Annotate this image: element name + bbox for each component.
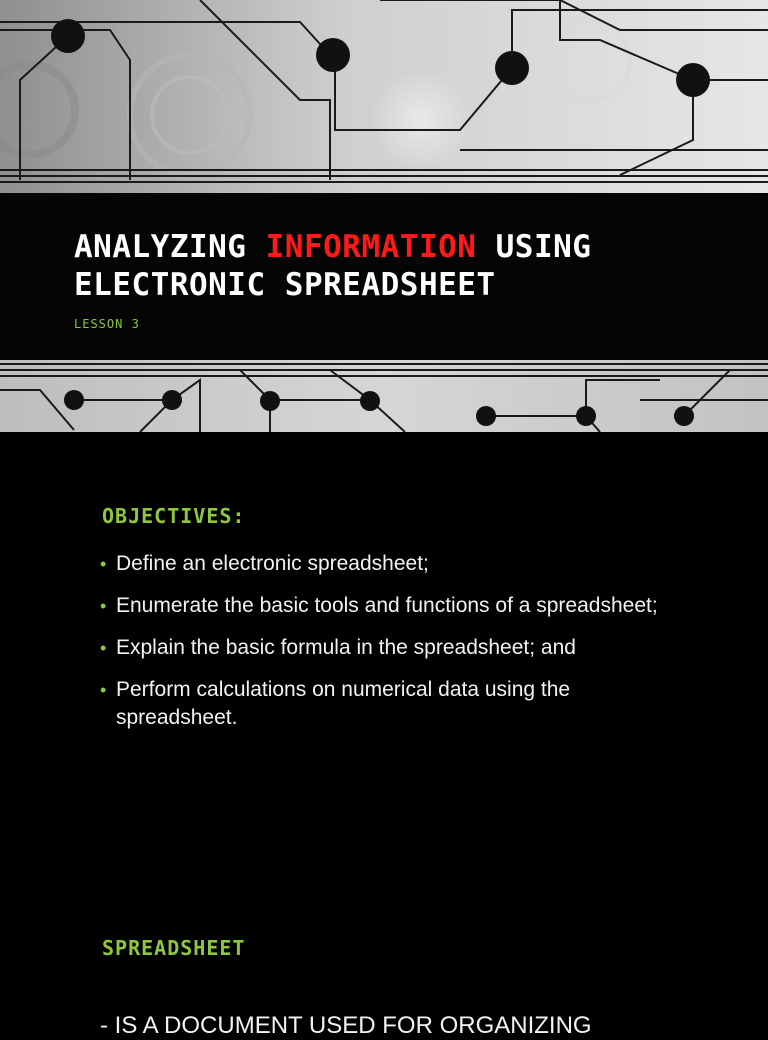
list-item — [100, 592, 670, 620]
presentation-title — [74, 228, 734, 304]
objectives-slide — [0, 432, 768, 864]
spreadsheet-slide — [0, 864, 768, 1039]
bullet-text: Explain the basic formula in the spreadsheet; and — [116, 636, 576, 659]
bullet-icon: • — [100, 638, 107, 658]
objectives-list — [100, 550, 670, 746]
spreadsheet-heading: SPREADSHEET — [102, 936, 246, 960]
title-part-1: ANALYZING — [74, 229, 266, 265]
bullet-icon: • — [100, 596, 107, 616]
spreadsheet-definition: - IS A DOCUMENT USED FOR ORGANIZING — [100, 1012, 592, 1039]
circuit-board-banner-bottom — [0, 360, 768, 432]
circuit-board-banner-top — [0, 0, 768, 193]
objectives-heading: OBJECTIVES: — [102, 504, 246, 528]
title-slide — [0, 0, 768, 432]
title-highlight: INFORMATION — [265, 229, 477, 265]
list-item — [100, 676, 670, 732]
title-part-2: USING ELECTRONIC SPREADSHEET — [74, 229, 592, 303]
bullet-icon: • — [100, 554, 107, 574]
bullet-text: Perform calculations on numerical data using the spreadsheet. — [116, 678, 571, 729]
bullet-icon: • — [100, 680, 107, 700]
lesson-subtitle: LESSON 3 — [74, 317, 140, 331]
bullet-text: Define an electronic spreadsheet; — [116, 552, 429, 575]
list-item — [100, 550, 670, 578]
list-item — [100, 634, 670, 662]
bullet-text: Enumerate the basic tools and functions of a spreadsheet; — [116, 594, 658, 617]
